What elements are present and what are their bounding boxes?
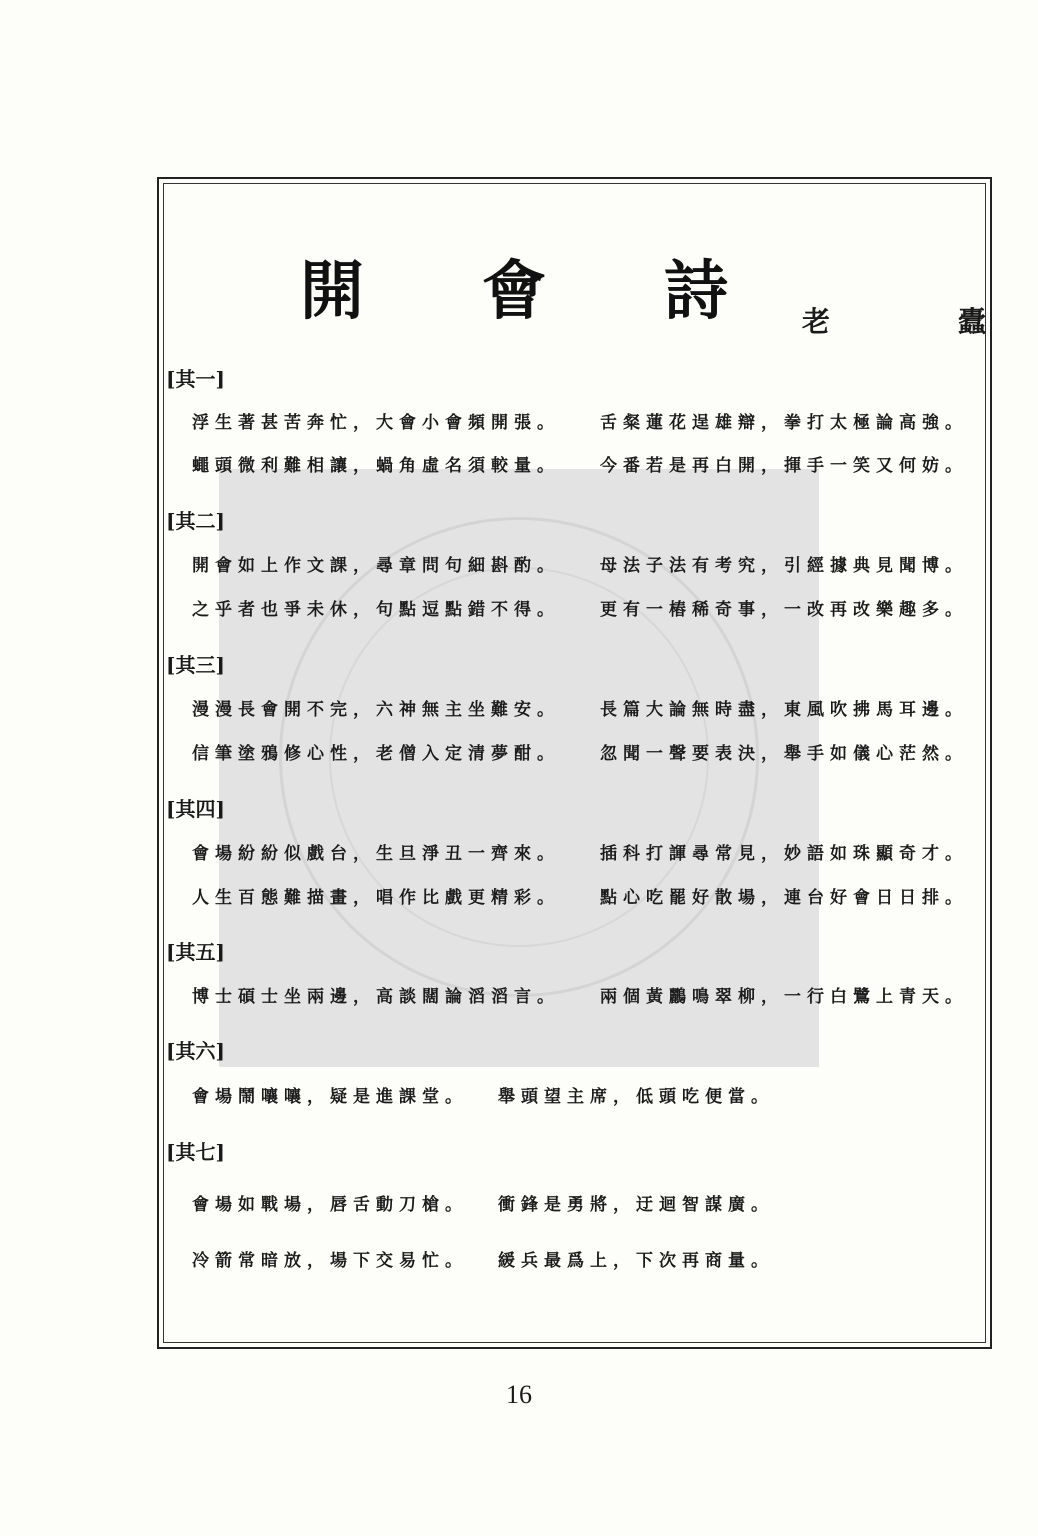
page-number: 16 [506,1380,532,1409]
verse-line [192,742,992,766]
verse-half: 浮生著甚苦奔忙，大會小會頻開張。 [192,413,560,433]
verse-half: 舌粲蓮花逞雄辯，拳打太極論高強。 [600,413,968,433]
verse-half: 點心吃罷好散場，連台好會日日排。 [600,888,968,908]
section-2 [166,506,986,620]
poem-title: 開會詩 [300,255,846,329]
verse-half: 信筆塗鴉修心性，老僧入定清夢酣。 [192,744,560,764]
verse-half: 緩兵最爲上，下次再商量。 [498,1251,774,1271]
section-heading: [其五] [166,940,225,964]
section-6 [166,1036,986,1107]
verse-half: 會場鬧嚷嚷，疑是進課堂。 [192,1087,468,1107]
verse-line [192,598,992,622]
verse-half: 兩個黃鸝鳴翠柳，一行白鷺上青天。 [600,987,968,1007]
section-7 [166,1137,986,1271]
verse-line [192,411,992,435]
section-heading: [其三] [166,653,225,677]
section-5 [166,937,986,1007]
verse-line [192,454,992,478]
verse-half: 今番若是再白開，揮手一笑又何妨。 [600,456,968,476]
verse-line [192,1085,992,1109]
section-4 [166,794,986,908]
verse-half: 忽聞一聲要表決，舉手如儀心茫然。 [600,744,968,764]
verse-half: 衝鋒是勇將，迂迴智謀廣。 [498,1195,774,1215]
verse-half: 更有一樁稀奇事，一改再改樂趣多。 [600,600,968,620]
verse-half: 會場紛紛似戲台，生旦淨丑一齊來。 [192,844,560,864]
section-heading: [其七] [166,1140,225,1164]
verse-line [192,985,992,1009]
verse-half: 會場如戰場，唇舌動刀槍。 [192,1195,468,1215]
section-heading: [其六] [166,1039,225,1063]
verse-half: 冷箭常暗放，場下交易忙。 [192,1251,468,1271]
verse-half: 蠅頭微利難相讓，蝸角虛名須較量。 [192,456,560,476]
verse-line [192,1249,992,1273]
section-heading: [其二] [166,509,225,533]
verse-half: 長篇大論無時盡，東風吹拂馬耳邊。 [600,700,968,720]
verse-line [192,886,992,910]
verse-half: 舉頭望主席，低頭吃便當。 [498,1087,774,1107]
section-1 [166,364,986,476]
verse-half: 人生百態難描畫，唱作比戲更精彩。 [192,888,560,908]
poem-author: 老 蠹 [802,305,1037,338]
section-heading: [其四] [166,797,225,821]
verse-line [192,698,992,722]
section-heading: [其一] [166,367,225,391]
verse-half: 開會如上作文課，尋章問句細斟酌。 [192,556,560,576]
verse-half: 之乎者也爭未休，句點逗點錯不得。 [192,600,560,620]
verse-half: 插科打諢尋常見，妙語如珠顯奇才。 [600,844,968,864]
verse-line [192,1193,992,1217]
verse-line [192,554,992,578]
verse-line [192,842,992,866]
verse-half: 母法子法有考究，引經據典見聞博。 [600,556,968,576]
section-3 [166,650,986,764]
verse-half: 漫漫長會開不完，六神無主坐難安。 [192,700,560,720]
verse-half: 博士碩士坐兩邊，高談闊論滔滔言。 [192,987,560,1007]
